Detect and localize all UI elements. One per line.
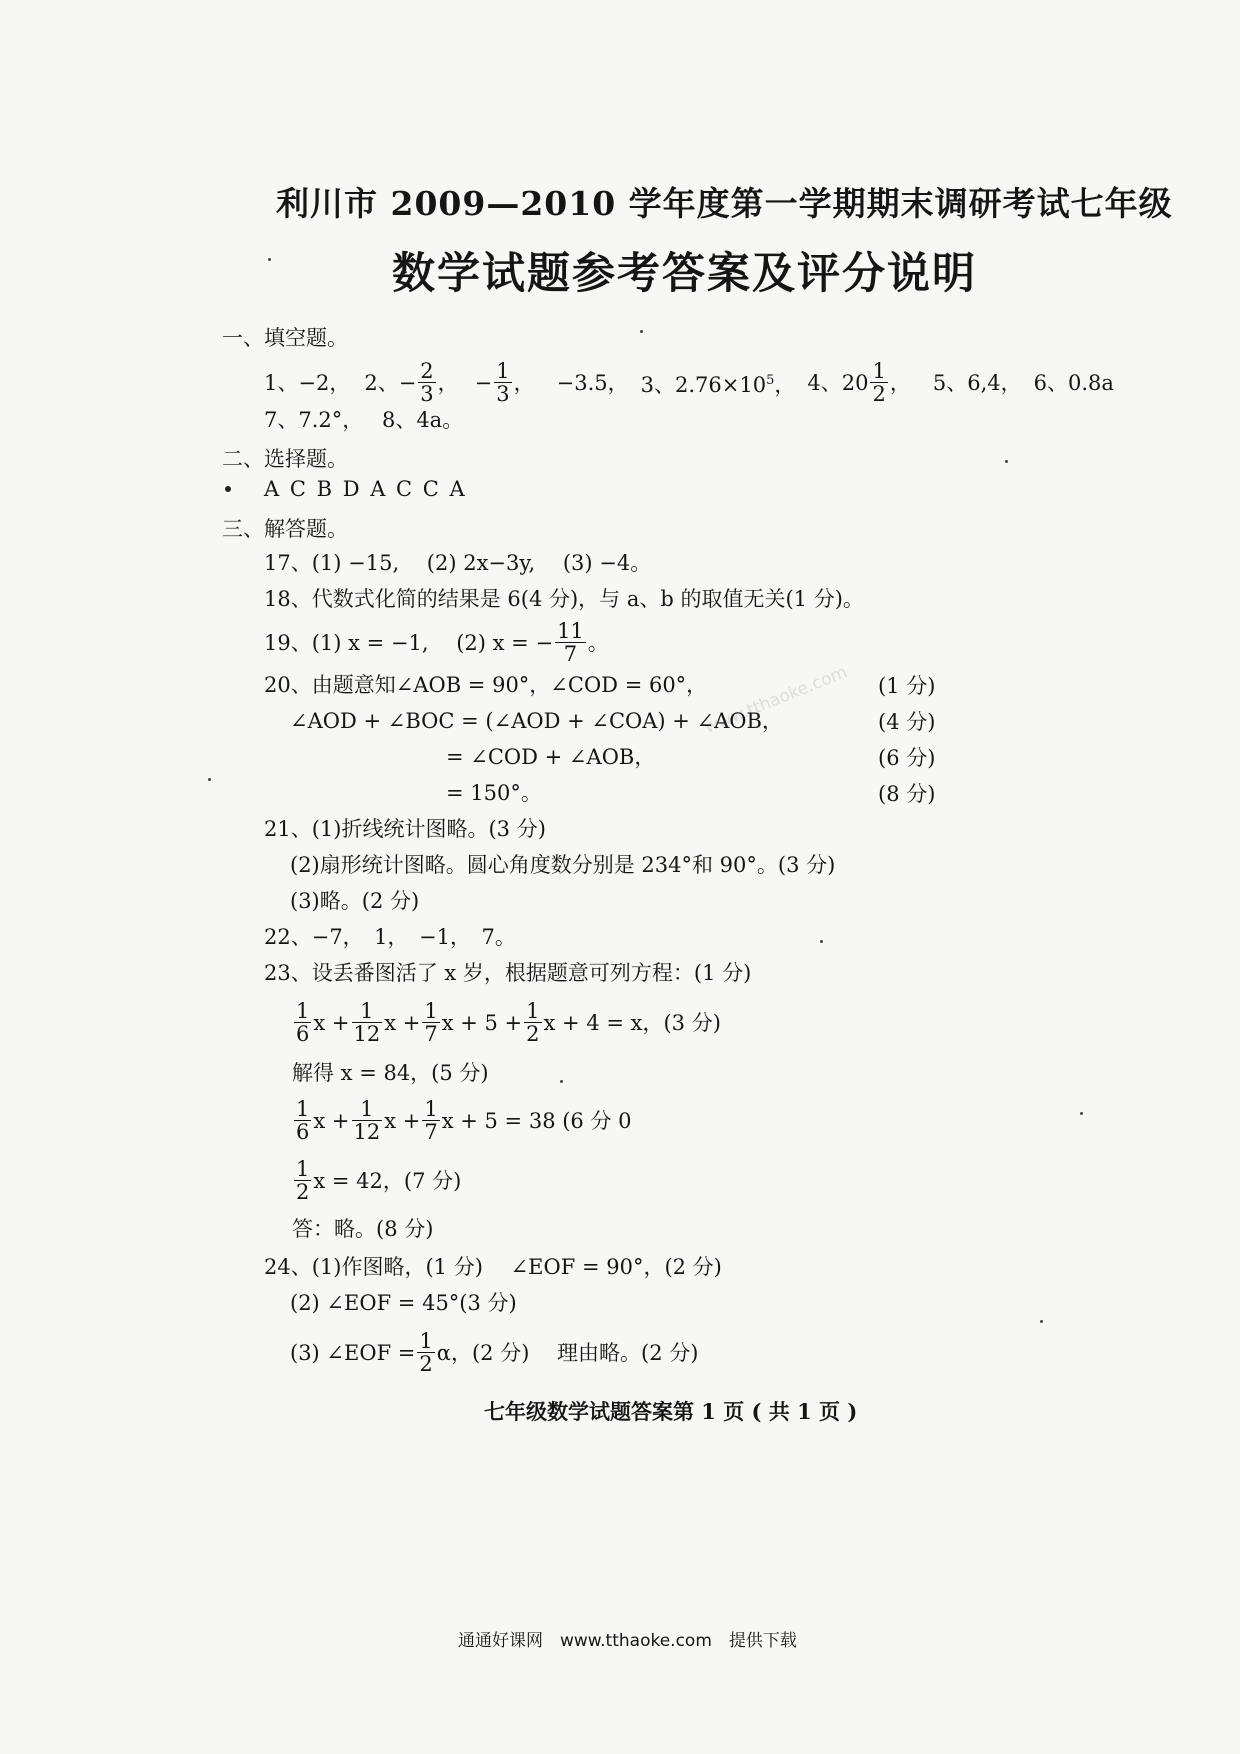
scan-speck [268, 258, 271, 261]
fraction-1-7: $\frac{1}{7}$ [424, 999, 438, 1047]
term: x + [313, 1108, 350, 1133]
answer-4-prefix: 4、20 [807, 370, 869, 395]
q21-line-2: (2)扇形统计图略。圆心角度数分别是 234°和 90°。(3 分) [290, 853, 836, 877]
term: x = 42，(7 分) [313, 1168, 462, 1193]
q21-line-3: (3)略。(2 分) [290, 889, 420, 913]
q20-line-2: ∠AOD + ∠BOC = (∠AOD + ∠COA) + ∠AOB， [290, 709, 783, 733]
scan-speck [560, 1080, 563, 1083]
q17-answer: 17、(1) −15, (2) 2x−3y, (3) −4。 [264, 551, 652, 575]
fraction-1-2: $\frac{1}{2}$ [296, 1157, 310, 1205]
term: x + 4 = x，(3 分) [543, 1010, 721, 1035]
q19-end: 。 [587, 630, 609, 655]
bullet-mark [225, 486, 231, 492]
download-note: 通通好课网 www.tthaoke.com 提供下载 [458, 1631, 797, 1651]
fraction-1-2: $\frac{1}{2}$ [872, 359, 886, 407]
q23-equation-2 [292, 1098, 632, 1143]
fraction-2-3: $\frac{2}{3}$ [420, 359, 434, 407]
scan-speck [640, 330, 643, 333]
separator: ， [889, 370, 911, 395]
q24-line-1: 24、(1)作图略，(1 分) ∠EOF = 90°，(2 分) [264, 1255, 722, 1279]
q23-equation-1 [292, 1000, 721, 1045]
answer-1: 1、−2， [264, 370, 351, 395]
answer-7: 7、7.2°， [264, 408, 364, 432]
answer-5: 5、6,4， [932, 370, 1022, 395]
title-line-1: 利川市 2009—2010 学年度第一学期期末调研考试七年级 [276, 184, 1173, 223]
q21-line-1: 21、(1)折线统计图略。(3 分) [264, 817, 546, 841]
fill-in-answers-line-1 [264, 360, 1114, 405]
term: x + 5 + [441, 1010, 523, 1035]
scan-speck [1005, 460, 1008, 463]
scan-speck [1040, 1320, 1043, 1323]
fraction-1-12: $\frac{1}{12}$ [353, 999, 381, 1047]
term: x + [384, 1010, 421, 1035]
q20-points-3: (6 分) [878, 746, 936, 770]
term: x + 5 = 38 (6 分 0 [441, 1108, 632, 1133]
page-footer: 七年级数学试题答案第 1 页 ( 共 1 页 ) [484, 1399, 858, 1424]
answer-8: 8、4a。 [381, 408, 464, 432]
fraction-11-7: $\frac{11}{7}$ [557, 619, 584, 667]
answer-2-prefix: 2、− [364, 370, 417, 395]
fraction-1-3: $\frac{1}{3}$ [496, 359, 510, 407]
q20-points-1: (1 分) [878, 674, 936, 698]
answer-6: 6、0.8a [1033, 370, 1114, 395]
section-fill-in-heading: 一、填空题。 [222, 326, 348, 350]
q24-term: (3) ∠EOF = [290, 1340, 416, 1365]
q24-term: α，(2 分) 理由略。(2 分) [436, 1340, 699, 1365]
answer-2-c: −3.5， [556, 370, 629, 395]
fraction-1-7: $\frac{1}{7}$ [424, 1097, 438, 1145]
q18-answer: 18、代数式化简的结果是 6(4 分)，与 a、b 的取值无关(1 分)。 [264, 587, 864, 611]
fill-in-answers-line-2 [264, 405, 463, 435]
separator: ， [513, 370, 535, 395]
scan-speck [1080, 1112, 1083, 1115]
answer-3: 3、$2.76\times 10^5$， [640, 372, 796, 397]
fraction-1-2: $\frac{1}{2}$ [419, 1329, 433, 1377]
section-solution-heading: 三、解答题。 [222, 517, 348, 541]
q24-line-3 [290, 1330, 698, 1375]
q19-text: 19、(1) x = −1, (2) x = − [264, 630, 554, 655]
term: x + [384, 1108, 421, 1133]
fraction-1-2: $\frac{1}{2}$ [526, 999, 540, 1047]
q20-line-3: = ∠COD + ∠AOB， [446, 745, 656, 769]
q20-line-4: = 150°。 [446, 781, 542, 805]
fraction-1-6: $\frac{1}{6}$ [296, 1097, 310, 1145]
choice-answers: A C B D A C C A [264, 477, 467, 501]
watermark: www.tthaoke.com [701, 662, 851, 738]
scan-speck [208, 778, 211, 781]
q20-line-1: 20、由题意知∠AOB = 90°，∠COD = 60°， [264, 673, 708, 697]
q23-equation-3 [292, 1158, 461, 1203]
q24-line-2: (2) ∠EOF = 45°(3 分) [290, 1291, 517, 1315]
q20-points-4: (8 分) [878, 782, 936, 806]
separator: ， [437, 370, 459, 395]
term: x + [313, 1010, 350, 1035]
section-choice-heading: 二、选择题。 [222, 447, 348, 471]
fraction-1-6: $\frac{1}{6}$ [296, 999, 310, 1047]
fraction-1-12: $\frac{1}{12}$ [353, 1097, 381, 1145]
q20-points-2: (4 分) [878, 710, 936, 734]
q23-line-6: 答：略。(8 分) [292, 1217, 434, 1241]
q23-line-3: 解得 x = 84，(5 分) [292, 1061, 489, 1085]
scan-speck [820, 940, 823, 943]
title-line-2: 数学试题参考答案及评分说明 [392, 249, 977, 299]
q19-answer [264, 620, 609, 665]
minus-sign: − [474, 370, 493, 395]
q23-line-1: 23、设丢番图活了 x 岁，根据题意可列方程：(1 分) [264, 961, 752, 985]
q22-answer: 22、−7， 1， −1， 7。 [264, 925, 516, 949]
